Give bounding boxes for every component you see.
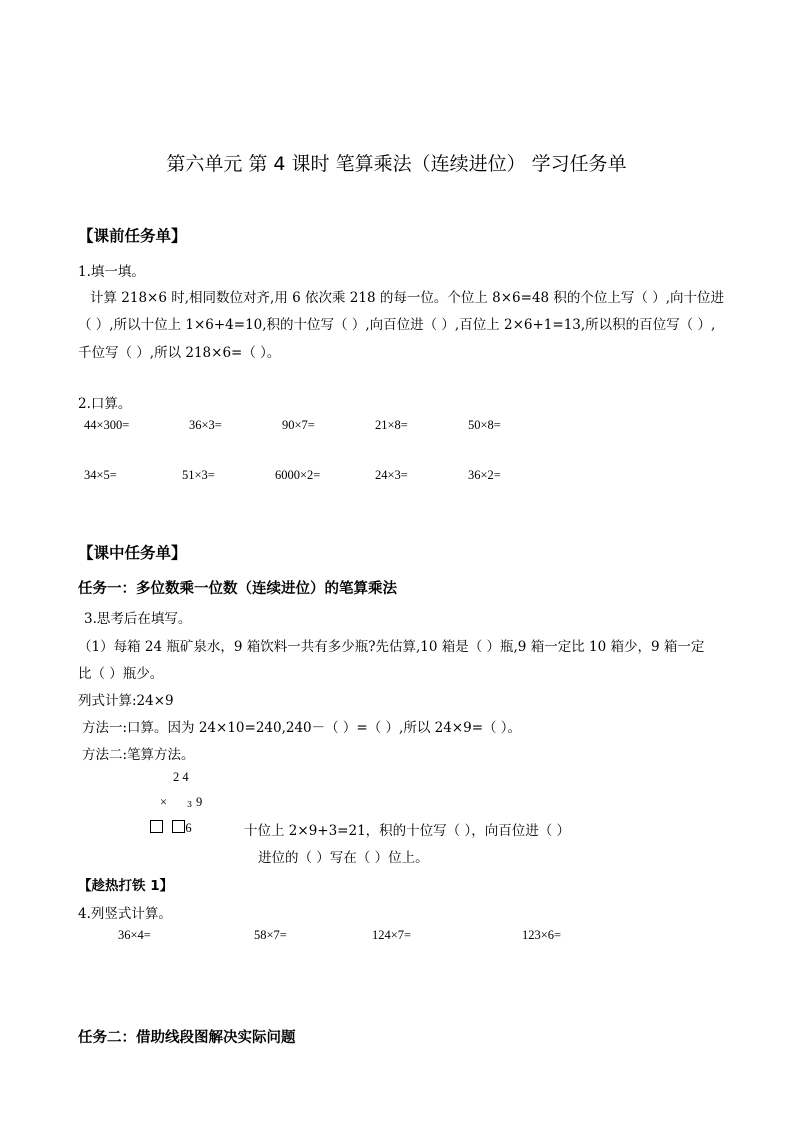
q3-line-2: 比（ ）瓶少。	[78, 666, 164, 682]
practice-heading: 【趁热打铁 1】	[78, 878, 174, 894]
task-1-heading: 任务一：多位数乘一位数（连续进位）的笔算乘法	[78, 581, 397, 597]
mental-calc-item: 24×3=	[375, 468, 408, 482]
q1-line-3: 千位写（ ）,所以 218×6=（ ）。	[78, 345, 281, 361]
answer-box[interactable]	[150, 820, 163, 833]
answer-box[interactable]	[172, 820, 185, 833]
vertical-calc-item: 58×7=	[254, 928, 287, 942]
q3-formula: 列式计算:24×9	[78, 693, 174, 709]
in-class-heading: 【课中任务单】	[78, 544, 187, 562]
q3-method-2: 方法二:笔算方法。	[82, 747, 195, 763]
q4-label: 4.列竖式计算。	[78, 906, 172, 922]
q3-explain-1: 十位上 2×9+3=21，积的十位写（ ），向百位进（ ）	[244, 823, 571, 839]
vertical-multiplicand: 2 4	[173, 770, 189, 784]
q1-label: 1.填一填。	[78, 264, 145, 280]
q3-line-1: （1）每箱 24 瓶矿泉水，9 箱饮料一共有多少瓶?先估算,10 箱是（ ）瓶,9 箱一定比 10 箱少，9 箱一定	[78, 639, 705, 655]
pre-class-heading: 【课前任务单】	[78, 227, 187, 245]
q3-explain-2: 进位的（ ）写在（ ）位上。	[258, 850, 429, 866]
q3-method-1: 方法一:口算。因为 24×10=240,240－（ ）=（ ）,所以 24×9=（ ）。	[82, 720, 522, 736]
vertical-calc-item: 123×6=	[522, 928, 562, 942]
mental-calc-item: 51×3=	[182, 468, 215, 482]
mental-calc-item: 50×8=	[468, 418, 501, 432]
q1-line-1: 计算 218×6 时,相同数位对齐,用 6 依次乘 218 的每一位。个位上 8×6=48 积的个位上写（ ）,向十位进	[90, 290, 724, 306]
task-2-heading: 任务二：借助线段图解决实际问题	[78, 1030, 296, 1046]
mental-calc-item: 34×5=	[84, 468, 117, 482]
mental-calc-item: 44×300=	[84, 418, 130, 432]
mental-calc-item: 21×8=	[375, 418, 408, 432]
mental-calc-item: 90×7=	[282, 418, 315, 432]
vertical-calc-item: 124×7=	[372, 928, 412, 942]
vertical-carry-mark: 3	[187, 800, 193, 809]
mental-calc-item: 36×2=	[468, 468, 501, 482]
vertical-multiplier: 9	[196, 795, 203, 809]
mental-calc-item: 36×3=	[189, 418, 222, 432]
result-digit: 6	[185, 821, 192, 835]
vertical-result	[150, 820, 192, 836]
mental-calc-item: 6000×2=	[275, 468, 321, 482]
q2-label: 2.口算。	[78, 396, 132, 412]
q3-label: 3.思考后在填写。	[84, 611, 192, 627]
vertical-times-sign: ×	[160, 795, 168, 809]
q1-line-2: （ ）,所以十位上 1×6+4=10,积的十位写（ ）,向百位进（ ）,百位上 2×6+1=13,所以积的百位写（ ）,	[78, 317, 716, 333]
page-title: 第六单元 第 4 课时 笔算乘法（连续进位） 学习任务单	[166, 153, 627, 175]
vertical-calc-item: 36×4=	[118, 928, 151, 942]
